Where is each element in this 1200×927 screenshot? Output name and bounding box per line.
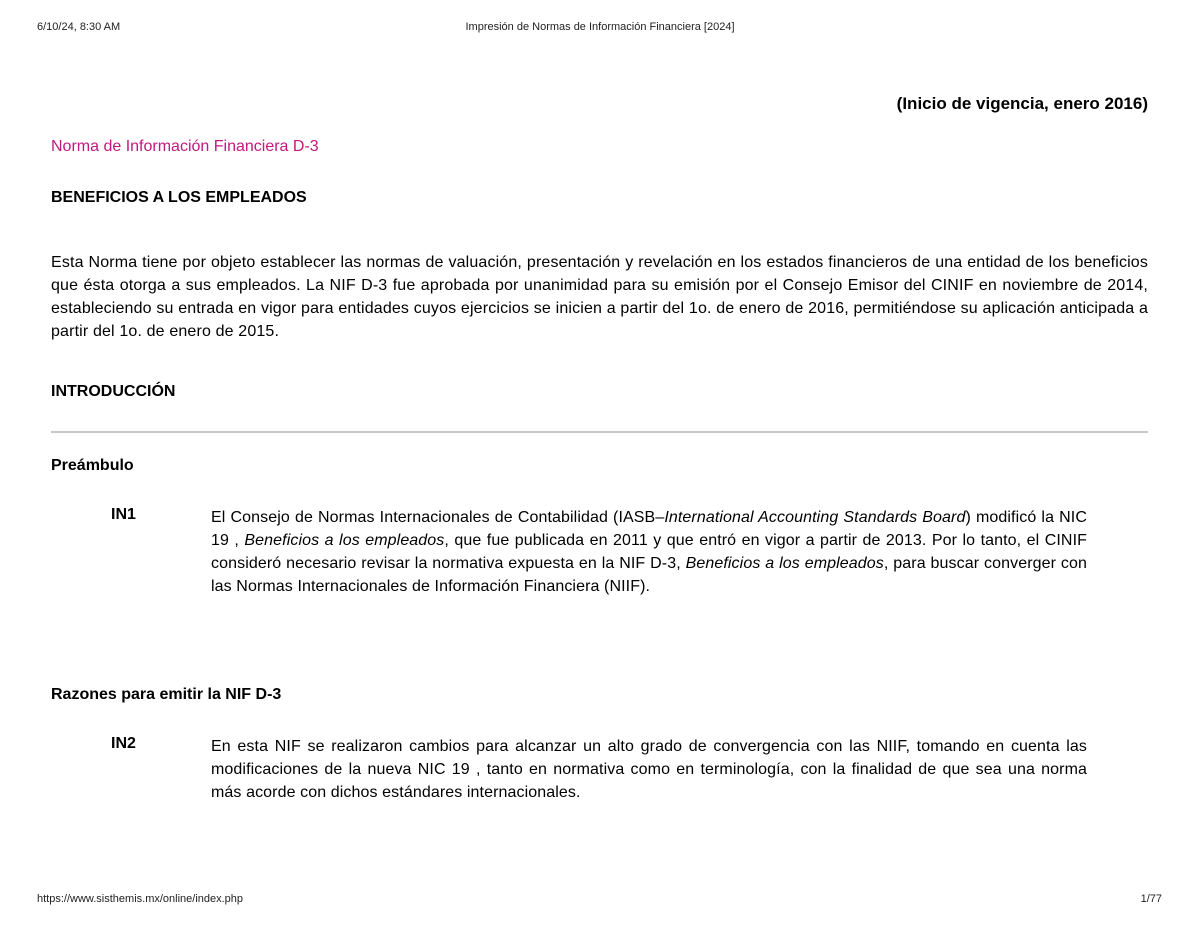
paragraph-in1 — [211, 506, 1087, 598]
section-divider — [51, 431, 1148, 433]
in1-text-part: , para buscar converger con las Normas Internacionales de Información Financiera (NIIF). — [211, 555, 1087, 595]
introduccion-heading: INTRODUCCIÓN — [51, 383, 176, 400]
in1-text-part: , que fue publicada en 2011 y que entró en vigor a partir de 2013. Por lo tanto, el CINIF consideró necesario revisar la normativa expuesta en la NIF D-3, — [211, 532, 1087, 572]
print-url: https://www.sisthemis.mx/online/index.php — [37, 893, 244, 905]
paragraph-label-in1: IN1 — [111, 506, 136, 523]
print-page-title: Impresión de Normas de Información Financiera [2024] — [465, 21, 735, 33]
in1-italic-part: International Accounting Standards Board — [664, 509, 966, 526]
paragraph-in2: En esta NIF se realizaron cambios para alcanzar un alto grado de convergencia con las NIIF, tomando en cuenta las modificaciones de la nueva NIC 19 , tanto en normativa como en terminología, con la finalidad de que sea una norma más acorde con dichos estándares internacionales. — [211, 738, 1087, 801]
paragraph-label-in2: IN2 — [111, 735, 136, 752]
norma-name: Norma de Información Financiera D-3 — [51, 138, 319, 155]
intro-paragraph: Esta Norma tiene por objeto establecer las normas de valuación, presentación y revelación en los estados financieros de una entidad de los beneficios que ésta otorga a sus empleados. La NIF D-3 fue aprobada por unanimidad para su emisión por el Consejo Emisor del CINIF en noviembre de 2014, estableciendo su entrada en vigor para entidades cuyos ejercicios se inicien a partir del 1o. de enero de 2016, permitiéndose su aplicación anticipada a partir del 1o. de enero de 2015. — [51, 254, 1148, 340]
print-page-counter: 1/77 — [1140, 893, 1162, 905]
razones-heading: Razones para emitir la NIF D-3 — [51, 686, 282, 703]
in1-text-part: ) modificó la NIC 19 , — [211, 509, 1087, 549]
in1-text-part: El Consejo de Normas Internacionales de Contabilidad (IASB– — [211, 509, 665, 526]
document-title: BENEFICIOS A LOS EMPLEADOS — [51, 189, 307, 206]
preambulo-heading: Preámbulo — [51, 457, 134, 474]
vigencia-note: (Inicio de vigencia, enero 2016) — [896, 94, 1148, 113]
in1-italic-part: Beneficios a los empleados — [244, 532, 445, 549]
in1-italic-part: Beneficios a los empleados — [685, 555, 884, 572]
print-datetime: 6/10/24, 8:30 AM — [37, 21, 121, 33]
